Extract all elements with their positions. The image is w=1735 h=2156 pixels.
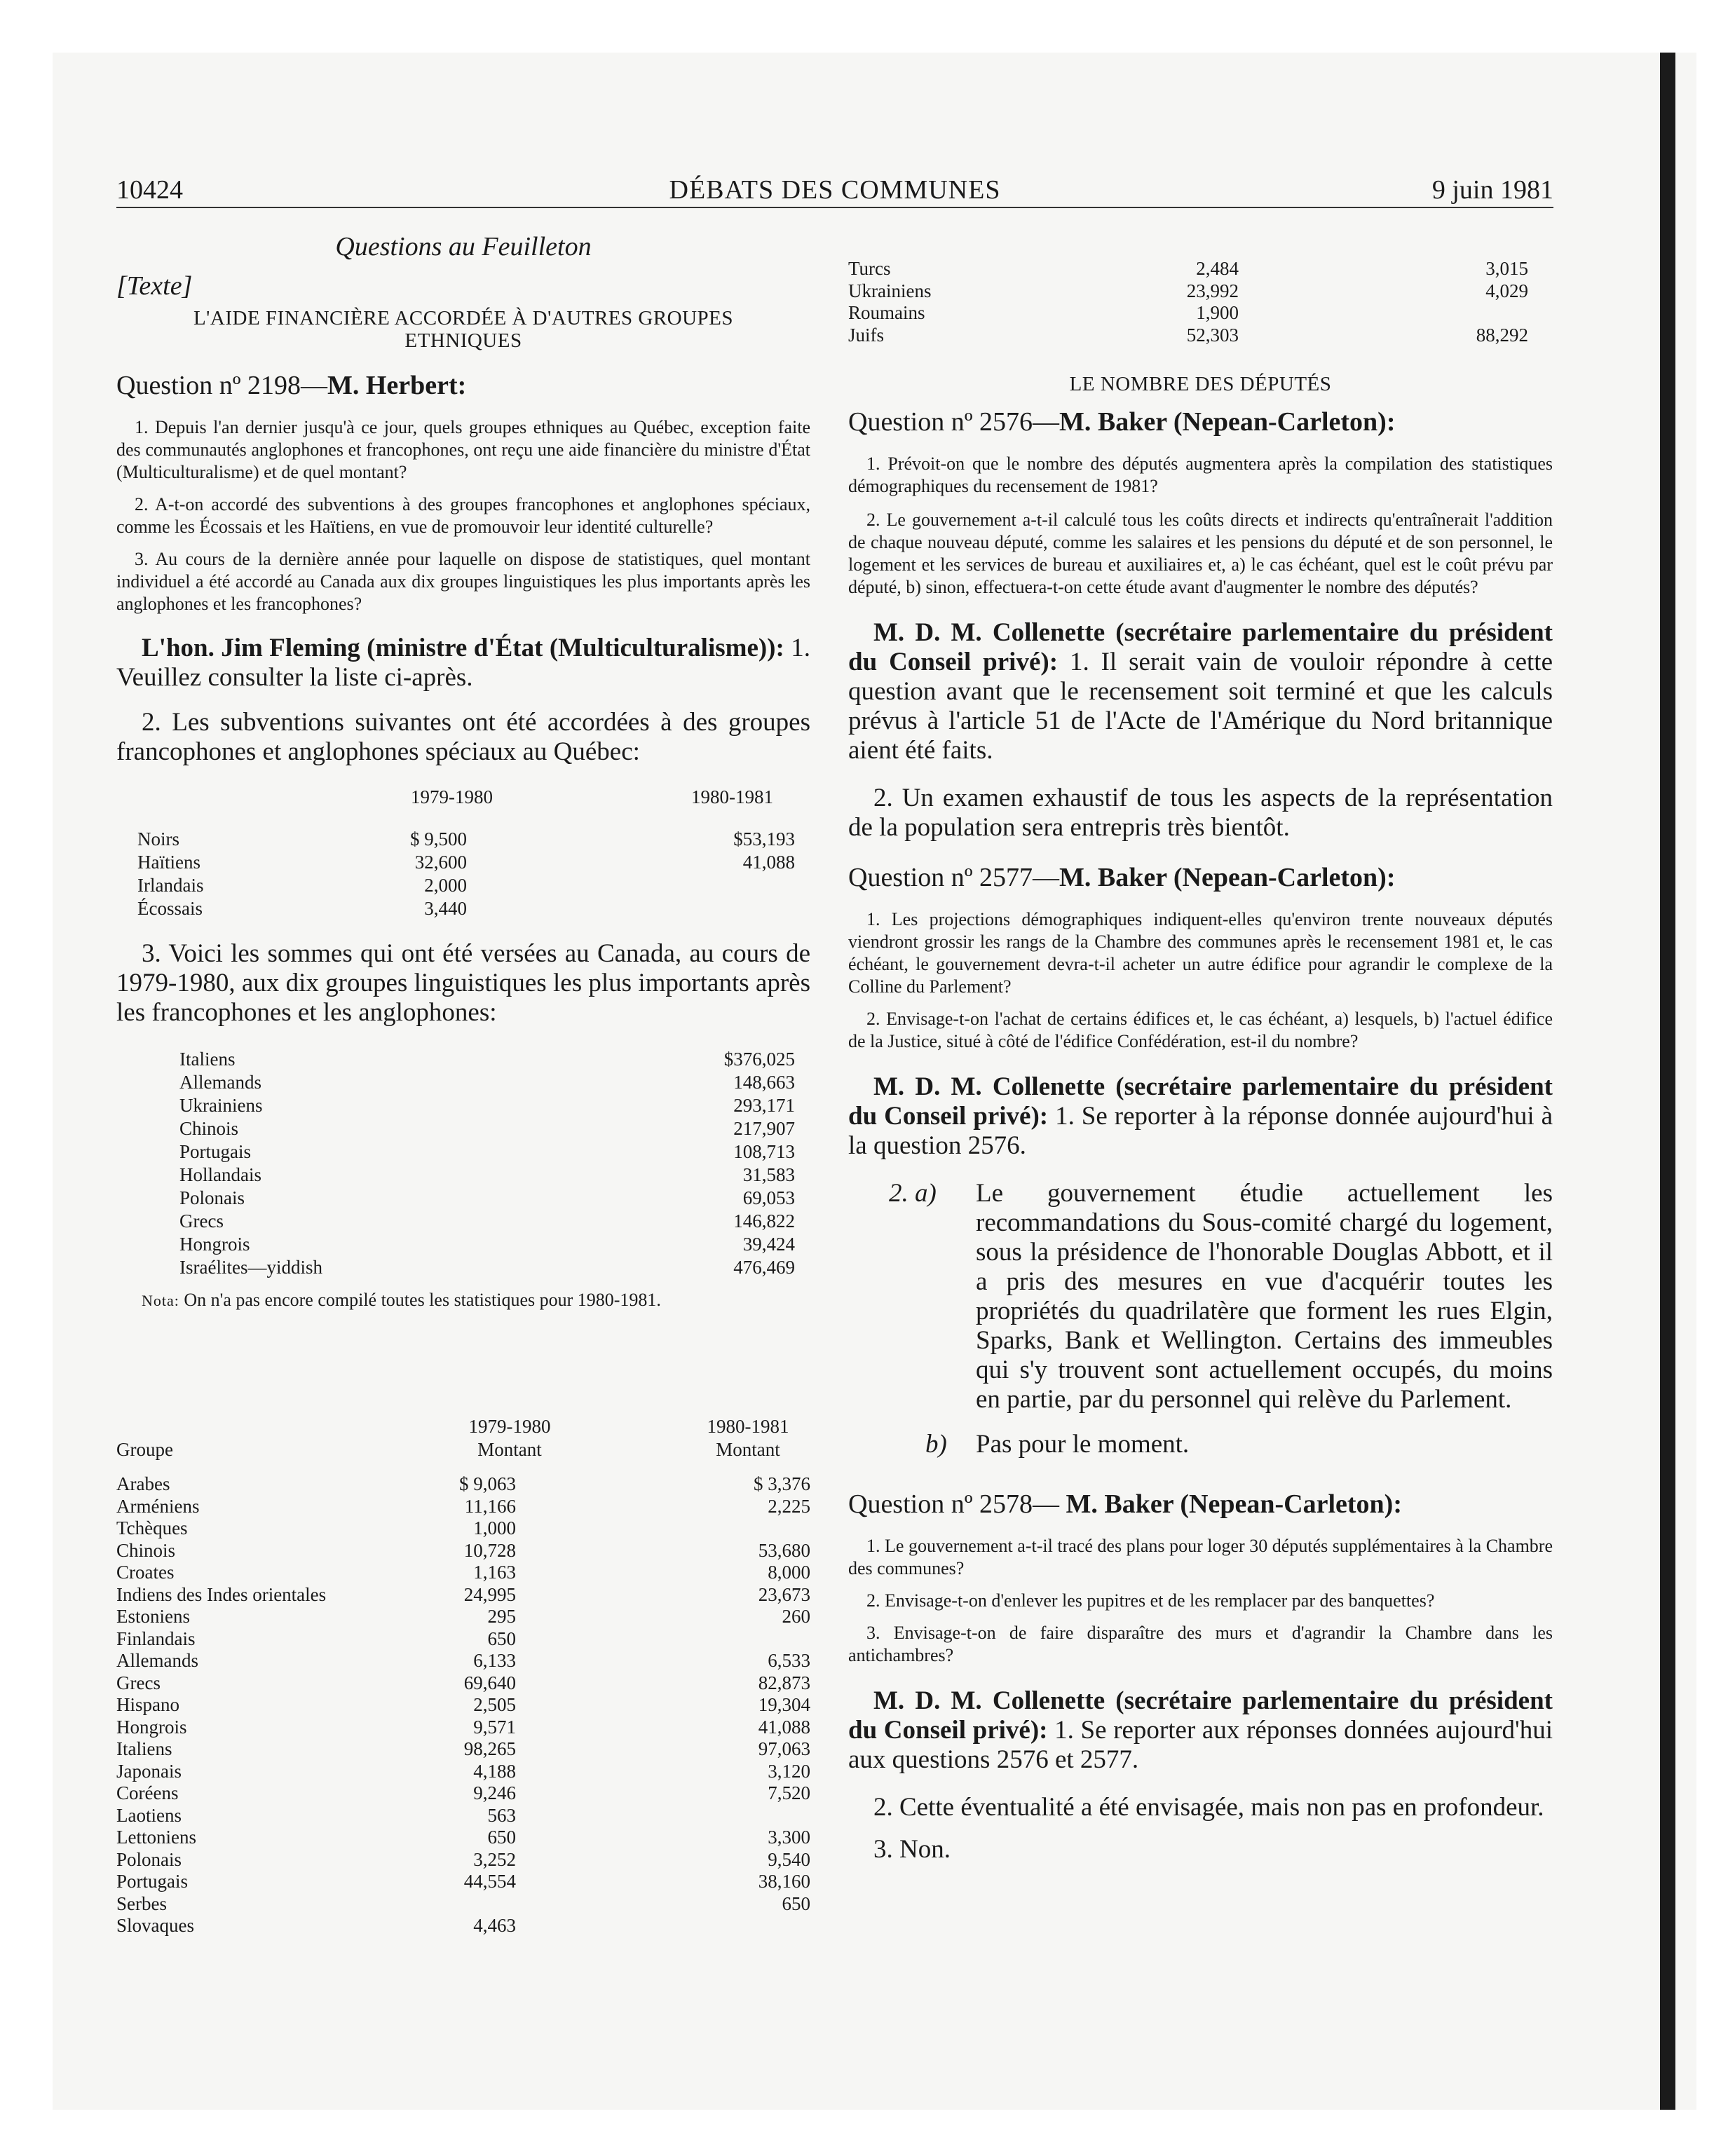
- question-2578-part-2: 2. Envisage-t-on d'enlever les pupitres et de les remplacer par des banquettes?: [866, 1590, 1435, 1611]
- table-row: Portugais 44,554 38,160: [116, 1871, 810, 1892]
- table-row: Grecs 146,822: [179, 1210, 795, 1231]
- question-2198-part-2: 2. A-t-on accordé des subventions à des groupes francophones et anglophones spéciaux, comme les Écossais et les Haïtiens, en vue de promouvoir leur identité culturelle?: [116, 494, 810, 537]
- table-row: Estoniens 295 260: [116, 1606, 810, 1627]
- table-row: Hongrois 39,424: [179, 1234, 795, 1255]
- speaker-name: M. D. M. Collenette (secrétaire parlementaire du président du Conseil privé):: [848, 1686, 1553, 1745]
- section-title: L'AIDE FINANCIÈRE ACCORDÉE À D'AUTRES GROUPES ETHNIQUES: [193, 307, 734, 352]
- table-row: Grecs 69,640 82,873: [116, 1672, 810, 1693]
- table-row: Lettoniens 650 3,300: [116, 1827, 810, 1848]
- column-header: 1980-1981: [691, 786, 773, 807]
- table-row: Haïtiens 32,600 41,088: [137, 852, 795, 873]
- top-ten-groups-table: [116, 1049, 810, 1280]
- table-row: Israélites—yiddish 476,469: [179, 1257, 795, 1278]
- table-row: Polonais 3,252 9,540: [116, 1848, 810, 1870]
- question-member: M. Baker (Nepean-Carleton):: [1059, 863, 1396, 892]
- answer-2: 2. Les subventions suivantes ont été accordées à des groupes francophones et anglophones spéciaux au Québec:: [116, 708, 810, 766]
- question-number: Question nº 2576—: [848, 407, 1059, 437]
- table-row: Italiens 98,265 97,063: [116, 1738, 810, 1759]
- text-marker: [Texte]: [116, 271, 193, 301]
- note-text: On n'a pas encore compilé toutes les statistiques pour 1980-1981.: [184, 1290, 661, 1310]
- table-row: Roumains 1,900: [848, 302, 1239, 323]
- rubric-title: Questions au Feuilleton: [335, 232, 592, 261]
- table-row: Tchèques 1,000: [116, 1517, 516, 1538]
- column-header: 1979-1980: [411, 786, 493, 807]
- right-column: [848, 223, 1553, 1864]
- publication-title: DÉBATS DES COMMUNES: [669, 175, 1001, 205]
- page-date: 9 juin 1981: [1431, 175, 1553, 205]
- answer-2576-part-2: 2. Un examen exhaustif de tous les aspects de la représentation de la population sera entrepris très bientôt.: [848, 784, 1553, 842]
- table-row: Portugais 108,713: [179, 1141, 795, 1162]
- ethnic-groups-rows: [116, 1473, 810, 1937]
- table-row: Arméniens 11,166 2,225: [116, 1495, 810, 1517]
- question-number: Question nº 2198—: [116, 371, 327, 400]
- table-note: [116, 1290, 810, 1311]
- table-row: Coréens 9,246 7,520: [116, 1782, 810, 1803]
- table-row: Hollandais 31,583: [179, 1164, 795, 1185]
- speaker-name: M. D. M. Collenette (secrétaire parlementaire du président du Conseil privé):: [848, 1072, 1553, 1131]
- table-row: Irlandais 2,000: [137, 875, 467, 896]
- question-2578-part-3: 3. Envisage-t-on de faire disparaître des murs et d'agrandir la Chambre dans les antichambres?: [848, 1623, 1553, 1665]
- page-number: 10424: [116, 175, 183, 205]
- item-label: b): [925, 1430, 947, 1459]
- question-member: M. Baker (Nepean-Carleton):: [1059, 407, 1396, 437]
- question-heading-2578: [848, 1489, 1553, 1520]
- table-row: Allemands 6,133 6,533: [116, 1650, 810, 1671]
- column-header-amount: Montant: [716, 1439, 780, 1460]
- table-row: Juifs 52,303 88,292: [848, 324, 1528, 346]
- answer-2578-part-2: 2. Cette éventualité a été envisagée, mais non pas en profondeur.: [873, 1793, 1544, 1822]
- table-row: Italiens $376,025: [179, 1049, 795, 1070]
- column-header-amount: Montant: [477, 1439, 542, 1460]
- speaker-name: M. D. M. Collenette (secrétaire parlementaire du président du Conseil privé):: [848, 618, 1553, 676]
- answer-2578-part-3: 3. Non.: [873, 1835, 951, 1864]
- table-row: Allemands 148,663: [179, 1072, 795, 1093]
- table-row: Ukrainiens 293,171: [179, 1095, 795, 1116]
- table-row: Noirs $ 9,500 $53,193: [137, 828, 795, 850]
- table-row: Slovaques 4,463: [116, 1915, 516, 1936]
- question-2198-part-1: 1. Depuis l'an dernier jusqu'à ce jour, quels groupes ethniques au Québec, exception faite des communautés anglophones et francophones, ont reçu une aide financière du ministre d'État (Multiculturalisme) et de quel montant?: [116, 417, 810, 482]
- table-row: Hispano 2,505 19,304: [116, 1694, 810, 1715]
- answer-2577-part-2a: 2. a) Le gouvernement étudie actuellement les recommandations du Sous-comité chargé du logement, sous la présidence de l'honorable Douglas Abbott, et il a pris des mesures en vue d'acquérir toutes les propriétés du quadrilatère que forment les rues Elgin, Sparks, Bank et Wellington. Certains des immeubles qui s'y trouvent sont actuellement occupés, du moins en partie, par du personnel qui relève du Parlement.: [889, 1179, 1553, 1414]
- table-row: Ukrainiens 23,992 4,029: [848, 280, 1528, 301]
- left-column: [116, 223, 810, 1937]
- answer-3: 3. Voici les sommes qui ont été versées au Canada, au cours de 1979-1980, aux dix groupes linguistiques les plus importants après les francophones et les anglophones:: [116, 939, 810, 1027]
- note-label: Nota:: [142, 1292, 179, 1309]
- answer-1: 1. Veuillez consulter la liste ci-après.: [116, 634, 811, 692]
- answer-speaker-fleming: [116, 634, 810, 692]
- question-2577-part-1: 1. Les projections démographiques indiquent-elles qu'environ trente nouveaux députés viendront grossir les rangs de la Chambre des communes après le recensement 1981 et, le cas échéant, le gouvernement devra-t-il acheter un autre édifice pour agrandir le complexe de la Colline du Parlement?: [848, 909, 1553, 997]
- table-row: Indiens des Indes orientales 24,995 23,673: [116, 1583, 810, 1605]
- question-member: M. Baker (Nepean-Carleton):: [1066, 1489, 1402, 1519]
- table-row: Serbes 650: [116, 1892, 810, 1914]
- item-label: 2. a): [889, 1179, 937, 1208]
- table-row: Arabes $ 9,063 $ 3,376: [116, 1473, 810, 1494]
- ethnic-groups-table-continued: [848, 258, 1553, 346]
- column-header-year: 1980-1981: [707, 1416, 789, 1437]
- table-row: Laotiens 563: [116, 1804, 516, 1826]
- section-title-deputes: LE NOMBRE DES DÉPUTÉS: [1069, 373, 1332, 395]
- column-header-year: 1979-1980: [468, 1416, 551, 1437]
- page-header: [116, 172, 1553, 208]
- table-row: Japonais 4,188 3,120: [116, 1760, 810, 1782]
- answer-2577-part-1: M. D. M. Collenette (secrétaire parlementaire du président du Conseil privé): 1. Se reporter à la réponse donnée aujourd'hui à la question 2576.: [848, 1072, 1553, 1160]
- table-row: Polonais 69,053: [179, 1187, 795, 1208]
- question-heading-2198: [116, 370, 810, 401]
- question-2198-part-3: 3. Au cours de la dernière année pour laquelle on dispose de statistiques, quel montant individuel a été accordé au Canada aux dix groupes linguistiques les plus importants après les anglophones et les francophones?: [116, 549, 810, 614]
- column-header-group: Groupe: [116, 1439, 173, 1460]
- answer-2578-part-1: M. D. M. Collenette (secrétaire parlementaire du président du Conseil privé): 1. Se reporter aux réponses données aujourd'hui aux questions 2576 et 2577.: [848, 1686, 1553, 1774]
- question-2576-part-2: 2. Le gouvernement a-t-il calculé tous les coûts directs et indirects qu'entraînerait l'addition de chaque nouveau député, comme les salaires et les pensions du député et de son personnel, le logement et les services de bureau et auxiliaires et, a) le cas échéant, quel est le coût prévu par député, b) sinon, effectuera-t-on cette étude avant d'augmenter le nombre des députés?: [848, 510, 1553, 597]
- question-heading-2576: [848, 407, 1553, 437]
- table-header: [116, 1416, 810, 1462]
- question-2577-part-2: 2. Envisage-t-on l'achat de certains édifices et, le cas échéant, a) lesquels, b) l'actuel édifice de la Justice, situé à côté de l'édifice Confédération, est-il du nombre?: [848, 1009, 1553, 1051]
- special-groups-rows: [116, 828, 810, 921]
- special-groups-table: [116, 786, 810, 927]
- question-2578-part-1: 1. Le gouvernement a-t-il tracé des plans pour loger 30 députés supplémentaires à la Chambre des communes?: [848, 1536, 1553, 1578]
- question-number: Question nº 2578—: [848, 1489, 1066, 1519]
- question-2576-part-1: 1. Prévoit-on que le nombre des députés augmentera après la compilation des statistiques démographiques du recensement de 1981?: [848, 453, 1553, 496]
- table-row: Croates 1,163 8,000: [116, 1562, 810, 1583]
- scan-edge-bar: [1660, 53, 1675, 2110]
- ethnic-groups-table: [116, 1416, 810, 1937]
- speaker-name: L'hon. Jim Fleming (ministre d'État (Multiculturalisme)):: [142, 634, 784, 662]
- question-number: Question nº 2577—: [848, 863, 1059, 892]
- table-row: Écossais 3,440: [137, 898, 467, 919]
- answer-2577-part-2b: b) Pas pour le moment.: [925, 1430, 1190, 1459]
- table-row: Hongrois 9,571 41,088: [116, 1716, 810, 1738]
- table-row: Chinois 10,728 53,680: [116, 1539, 810, 1561]
- answer-2576-part-1: M. D. M. Collenette (secrétaire parlementaire du président du Conseil privé): 1. Il serait vain de vouloir répondre à cette question avant que le recensement soit terminé et que les calculs prévus à l'article 51 de l'Acte de l'Amérique du Nord britannique aient été faits.: [848, 618, 1553, 765]
- table-row: Finlandais 650: [116, 1628, 516, 1649]
- table-row: Turcs 2,484 3,015: [848, 258, 1528, 279]
- question-member: M. Herbert:: [327, 371, 467, 400]
- question-heading-2577: [848, 862, 1553, 893]
- table-row: Chinois 217,907: [179, 1118, 795, 1139]
